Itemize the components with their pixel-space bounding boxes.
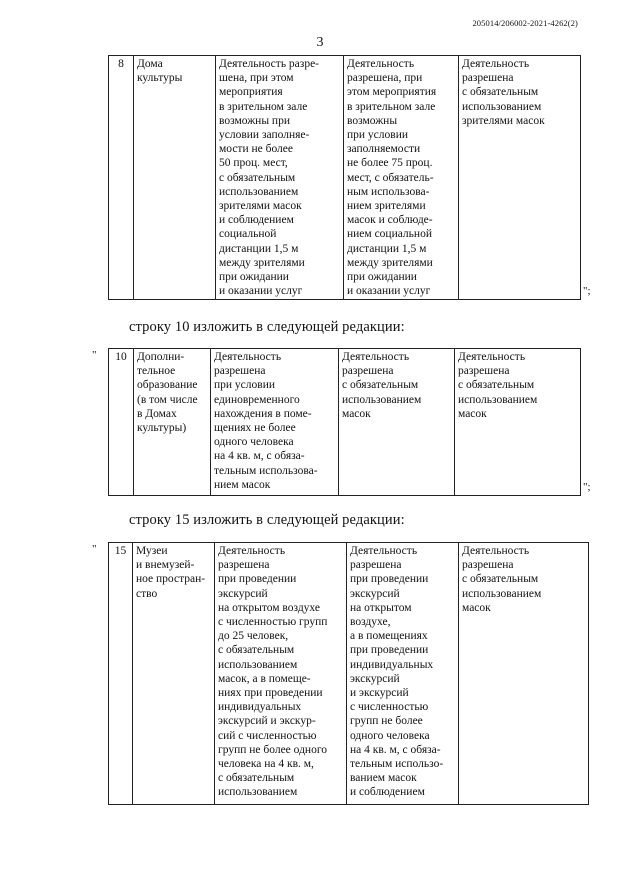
cell-text-line: разрешена [218, 559, 270, 572]
cell-text-line: Дополни- [137, 351, 185, 363]
cell-text-line: мест, с обязатель- [347, 171, 434, 184]
cell-text-line: одного человека [350, 729, 430, 742]
cell-text-line: дистанции 1,5 м [219, 242, 299, 255]
cell-text-line: на 4 кв. м, с обяза- [350, 743, 441, 756]
restriction-cell-2 [344, 56, 459, 300]
cell-text-line: а в помещениях [350, 630, 428, 643]
amendment-heading: строку 15 изложить в следующей редакции: [129, 512, 405, 528]
cell-text-line: при ожидании [219, 271, 289, 284]
cell-text-line: разрешена, при [347, 72, 423, 85]
amendment-heading: строку 10 изложить в следующей редакции: [129, 319, 405, 335]
cell-text-line: на открытом воздухе [218, 601, 320, 614]
cell-text-line: использованием [218, 658, 298, 671]
cell-text-line: на открытом [350, 601, 412, 614]
restriction-cell-2 [339, 349, 455, 496]
cell-text-line: нахождения в поме- [214, 407, 312, 420]
opening-quote: " [92, 543, 97, 555]
cell-text-line: Деятельность [462, 545, 530, 557]
cell-text-line: в зрительном зале [219, 100, 308, 113]
cell-text-line: масок, а в помеще- [218, 672, 311, 685]
cell-text-line: при проведении [350, 573, 429, 586]
cell-text-line: этом мероприятия [347, 86, 437, 99]
restriction-cell-3 [455, 349, 581, 496]
cell-text-line: мероприятия [219, 86, 283, 99]
cell-text-line: индивидуальных [350, 658, 434, 671]
cell-text-line: дистанции 1,5 м [347, 242, 427, 255]
cell-text-line: с обязательным [462, 86, 539, 99]
cell-text-line: групп не более одного [218, 743, 328, 756]
restriction-cell-1 [215, 543, 347, 805]
cell-text-line: в зрительном зале [347, 100, 436, 113]
cell-text-line: с численностью групп [218, 616, 328, 629]
cell-text-line: использованием [462, 100, 542, 113]
closing-quote: "; [583, 481, 591, 493]
cell-text-line: щениях не более [214, 422, 296, 435]
cell-text-line: при ожидании [347, 271, 417, 284]
cell-text-line: разрешена [462, 559, 514, 572]
restriction-cell-1 [216, 56, 344, 300]
cell-text-line: Деятельность [458, 351, 526, 363]
cell-text-line: между зрителями [219, 256, 305, 269]
cell-text-line: масок [462, 601, 491, 614]
cell-text-line: и соблюдением [350, 786, 425, 799]
cell-text-line: групп не более [350, 715, 423, 728]
cell-text-line: 50 проц. мест, [219, 157, 288, 170]
cell-text-line: на 4 кв. м, с обяза- [214, 450, 305, 463]
cell-text-line: Деятельность [462, 58, 530, 70]
cell-text-line: Деятельность [214, 351, 282, 363]
cell-text-line: Деятельность [350, 545, 418, 557]
cell-text-line: человека на 4 кв. м, [218, 758, 314, 771]
cell-text-line: тельное [137, 365, 176, 378]
cell-text-line: Деятельность [218, 545, 286, 557]
facility-name [134, 349, 211, 496]
cell-text-line: одного человека [214, 436, 294, 449]
cell-text-line: разрешена [342, 365, 394, 378]
cell-text-line: при условии [347, 129, 409, 142]
cell-text-line: масок [458, 407, 487, 420]
cell-text-line: и оказании услуг [347, 285, 431, 298]
cell-text-line: экскурсий [350, 587, 400, 600]
cell-text-line: культуры) [137, 422, 187, 435]
restriction-cell-3 [459, 56, 581, 300]
cell-text-line: нием социальной [347, 228, 432, 241]
cell-text-line: разрешена [214, 365, 266, 378]
cell-text-line: с обязательным [458, 379, 535, 392]
cell-text-line: при проведении [218, 573, 297, 586]
row-number: 8 [109, 56, 134, 300]
cell-text-line: Деятельность разре- [219, 58, 320, 70]
cell-text-line: с численностью [350, 701, 429, 714]
restriction-cell-3 [459, 543, 589, 805]
cell-text-line: социальной [219, 228, 277, 241]
cell-text-line: Деятельность [342, 351, 410, 363]
cell-text-line: ванием масок [350, 772, 417, 785]
cell-text-line: мости не более [219, 143, 294, 156]
cell-text-line: использованием [342, 393, 422, 406]
cell-text-line: и экскурсий [350, 687, 409, 700]
cell-text-line: и соблюдением [219, 214, 294, 227]
cell-text-line: нием масок [214, 478, 271, 491]
cell-text-line: и внемузей- [136, 559, 195, 572]
cell-text-line: возможны при [219, 114, 290, 127]
cell-text-line: тельным использова- [214, 464, 318, 477]
row-number: 15 [109, 543, 133, 805]
cell-text-line: Музеи [136, 545, 168, 557]
cell-text-line: использованием [458, 393, 538, 406]
cell-text-line: с обязательным [218, 644, 295, 657]
cell-text-line: масок и соблюде- [347, 214, 433, 227]
cell-text-line: и оказании услуг [219, 285, 303, 298]
document-number: 205014/206002-2021-4262(2) [472, 18, 578, 28]
cell-text-line: условии заполняе- [219, 129, 310, 142]
cell-text-line: использованием [218, 786, 298, 799]
cell-text-line: с обязательным [218, 772, 295, 785]
table-row-15 [108, 542, 589, 805]
cell-text-line: между зрителями [347, 256, 433, 269]
cell-text-line: разрешена [350, 559, 402, 572]
cell-text-line: ное простран- [136, 573, 206, 586]
row-number: 10 [109, 349, 134, 496]
page-number: 3 [316, 35, 324, 50]
table-row-8 [108, 55, 581, 300]
cell-text-line: использованием [219, 185, 299, 198]
restriction-cell-1 [211, 349, 339, 496]
cell-text-line: индивидуальных [218, 701, 302, 714]
cell-text-line: ным использова- [347, 185, 430, 198]
cell-text-line: ство [136, 587, 158, 600]
cell-text-line: экскурсий и экскур- [218, 715, 316, 728]
restriction-cell-2 [347, 543, 459, 805]
cell-text-line: образование [137, 379, 198, 392]
cell-text-line: культуры [137, 72, 183, 85]
cell-text-line: экскурсий [218, 587, 268, 600]
facility-name [134, 56, 216, 300]
cell-text-line: сий с численностью [218, 729, 317, 742]
cell-text-line: использованием [462, 587, 542, 600]
cell-text-line: Дома [137, 58, 163, 70]
cell-text-line: Деятельность [347, 58, 415, 70]
cell-text-line: нием зрителями [347, 200, 426, 213]
cell-text-line: заполняемости [347, 143, 421, 156]
cell-text-line: разрешена [462, 72, 514, 85]
closing-quote: "; [583, 285, 591, 297]
cell-text-line: с обязательным [219, 171, 296, 184]
cell-text-line: тельным использо- [350, 758, 444, 771]
cell-text-line: в Домах [137, 407, 177, 420]
cell-text-line: до 25 человек, [218, 630, 289, 643]
cell-text-line: с обязательным [342, 379, 419, 392]
cell-text-line: экскурсий [350, 672, 400, 685]
cell-text-line: масок [342, 407, 371, 420]
cell-text-line: не более 75 проц. [347, 157, 433, 170]
cell-text-line: с обязательным [462, 573, 539, 586]
cell-text-line: зрителями масок [462, 114, 545, 127]
cell-text-line: воздухе, [350, 616, 391, 629]
table-row-10 [108, 348, 581, 496]
opening-quote: " [92, 349, 97, 361]
cell-text-line: единовременного [214, 393, 300, 406]
cell-text-line: разрешена [458, 365, 510, 378]
cell-text-line: возможны [347, 114, 398, 127]
cell-text-line: при условии [214, 379, 276, 392]
facility-name [133, 543, 215, 805]
cell-text-line: (в том числе [137, 393, 198, 406]
cell-text-line: при проведении [350, 644, 429, 657]
cell-text-line: зрителями масок [219, 200, 302, 213]
cell-text-line: ниях при проведении [218, 687, 323, 700]
cell-text-line: шена, при этом [219, 72, 294, 85]
